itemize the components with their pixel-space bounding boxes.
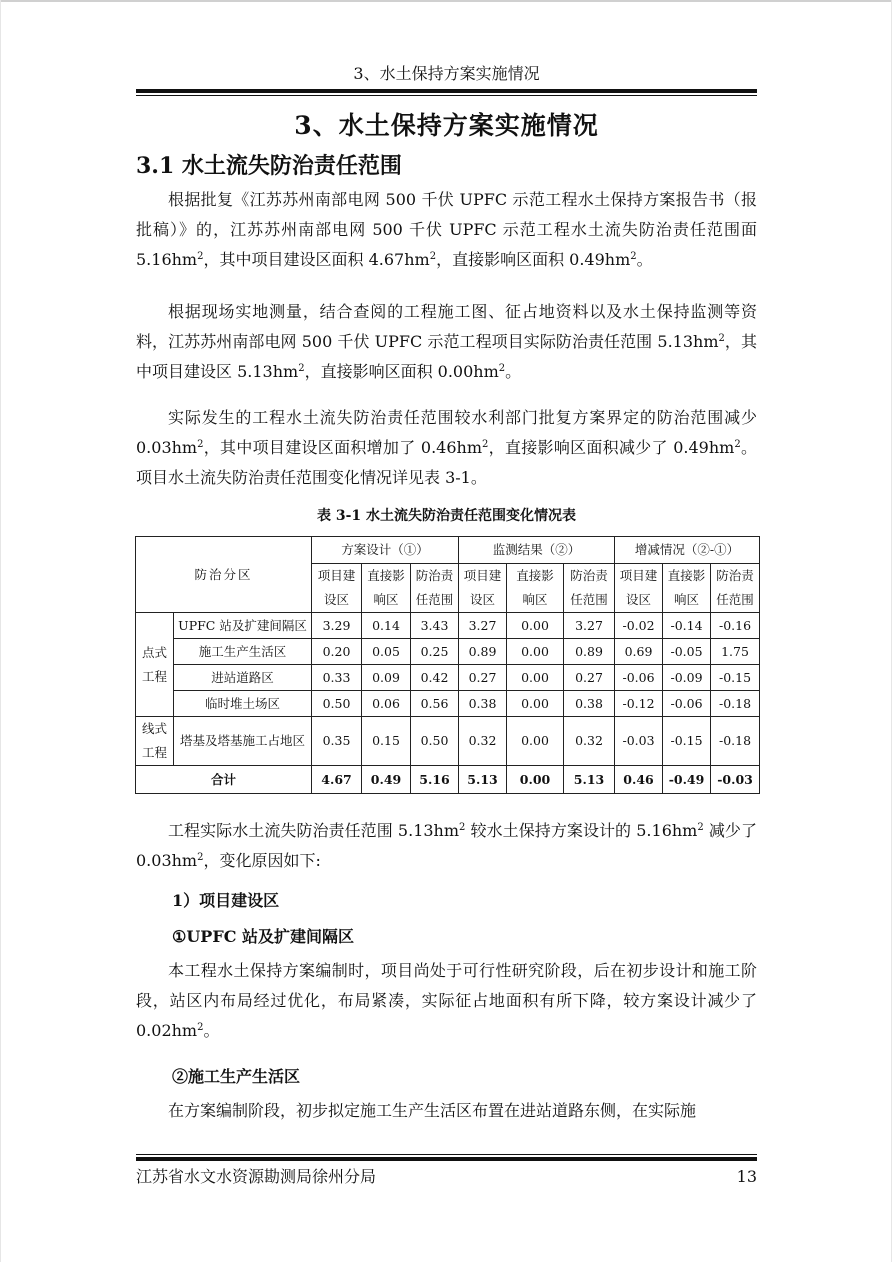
table-cell: -0.05 bbox=[663, 639, 711, 665]
table-cell: 0.27 bbox=[564, 665, 615, 691]
table-cell: 0.00 bbox=[507, 665, 564, 691]
subcol-construction: 项目建 设区 bbox=[615, 564, 663, 613]
table-cell: -0.06 bbox=[615, 665, 663, 691]
table-row bbox=[136, 665, 760, 691]
table-cell: -0.16 bbox=[711, 613, 760, 639]
table-cell: 0.09 bbox=[362, 665, 411, 691]
table-cell: 3.29 bbox=[312, 613, 362, 639]
table-cell: 0.00 bbox=[507, 613, 564, 639]
table-cell: -0.15 bbox=[663, 717, 711, 766]
table-cell: 3.43 bbox=[411, 613, 459, 639]
group-header-plan: 方案设计（①） bbox=[312, 537, 459, 564]
row-name: UPFC 站及扩建间隔区 bbox=[174, 613, 312, 639]
running-header: 3、水土保持方案实施情况 bbox=[353, 64, 540, 83]
paragraph-6: 在方案编制阶段，初步拟定施工生产生活区布置在进站道路东侧，在实际施 bbox=[168, 1101, 697, 1120]
total-label: 合计 bbox=[136, 766, 312, 794]
table-cell: 0.00 bbox=[507, 639, 564, 665]
table-cell: 0.32 bbox=[459, 717, 507, 766]
table-cell: 0.35 bbox=[312, 717, 362, 766]
table-cell: 5.13 bbox=[564, 766, 615, 794]
table-cell: 0.50 bbox=[312, 691, 362, 717]
table-cell: -0.49 bbox=[663, 766, 711, 794]
table-cell: 0.89 bbox=[459, 639, 507, 665]
table-cell: 0.89 bbox=[564, 639, 615, 665]
header-rule bbox=[136, 89, 757, 93]
subcol-direct-impact: 直接影 响区 bbox=[362, 564, 411, 613]
paragraph-3: 实际发生的工程水土流失防治责任范围较水利部门批复方案界定的防治范围减少 $0.03hm^2$，其中项目建设区面积增加了 $0.46hm^2$，直接影响区面积减少了 $0.49hm^2$。项目水土流失防治责任范围变化情况详见表 3-1。 bbox=[136, 408, 757, 487]
table-cell: 5.16 bbox=[411, 766, 459, 794]
table-cell: 0.32 bbox=[564, 717, 615, 766]
table-row bbox=[136, 613, 760, 639]
table-cell: 0.00 bbox=[507, 717, 564, 766]
table-row bbox=[136, 639, 760, 665]
table-cell: 4.67 bbox=[312, 766, 362, 794]
table-cell: 0.33 bbox=[312, 665, 362, 691]
table-cell: 0.00 bbox=[507, 766, 564, 794]
table-cell: -0.18 bbox=[711, 717, 760, 766]
row-name: 进站道路区 bbox=[174, 665, 312, 691]
subcol-direct-impact: 直接影 响区 bbox=[507, 564, 564, 613]
table-cell: -0.12 bbox=[615, 691, 663, 717]
paragraph-1: 根据批复《江苏苏州南部电网 500 千伏 UPFC 示范工程水土保持方案报告书（报批稿）》的，江苏苏州南部电网 500 千伏 UPFC 示范工程水土流失防治责任范围面 $5.16hm^2$，其中项目建设区面积 $4.67hm^2$，直接影响区面积 $0.49hm^2$。 bbox=[136, 190, 757, 269]
category-line-project: 线式 工程 bbox=[136, 717, 174, 766]
table-cell: 0.38 bbox=[459, 691, 507, 717]
table-cell: 0.50 bbox=[411, 717, 459, 766]
subcol-construction: 项目建 设区 bbox=[312, 564, 362, 613]
row-name: 临时堆土场区 bbox=[174, 691, 312, 717]
table-cell: -0.02 bbox=[615, 613, 663, 639]
subcol-construction: 项目建 设区 bbox=[459, 564, 507, 613]
footer-rule bbox=[136, 1157, 757, 1161]
paragraph-2: 根据现场实地测量，结合查阅的工程施工图、征占地资料以及水土保持监测等资料，江苏苏州南部电网 500 千伏 UPFC 示范工程项目实际防治责任范围 $5.13hm^2$，其中项目建设区 $5.13hm^2$，直接影响区面积 $0.00hm^2$。 bbox=[136, 302, 757, 381]
category-point-project: 点式 工程 bbox=[136, 613, 174, 717]
paragraph-4: 工程实际水土流失防治责任范围 $5.13hm^2$ 较水土保持方案设计的 $5.16hm^2$ 减少了 $0.03hm^2$，变化原因如下: bbox=[136, 821, 757, 870]
table-cell: 3.27 bbox=[459, 613, 507, 639]
table-cell: -0.03 bbox=[615, 717, 663, 766]
table-cell: 0.00 bbox=[507, 691, 564, 717]
table-row bbox=[136, 691, 760, 717]
footer-organization: 江苏省水文水资源勘测局徐州分局 bbox=[136, 1167, 377, 1186]
subcol-responsibility: 防治责 任范围 bbox=[411, 564, 459, 613]
table-cell: 0.42 bbox=[411, 665, 459, 691]
footer-rule-thin bbox=[136, 1154, 757, 1155]
page-number: 13 bbox=[736, 1167, 757, 1186]
table-cell: -0.15 bbox=[711, 665, 760, 691]
table-cell: 0.25 bbox=[411, 639, 459, 665]
table-cell: 0.14 bbox=[362, 613, 411, 639]
group-header-change: 增减情况（②-①） bbox=[615, 537, 760, 564]
table-cell: -0.03 bbox=[711, 766, 760, 794]
table-cell: 0.38 bbox=[564, 691, 615, 717]
header-rule-thin bbox=[136, 95, 757, 96]
table-row-total bbox=[136, 766, 760, 794]
table-cell: 0.46 bbox=[615, 766, 663, 794]
page-edge-left bbox=[0, 0, 1, 1262]
subcol-direct-impact: 直接影 响区 bbox=[663, 564, 711, 613]
subheading-construction-area: 1）项目建设区 bbox=[172, 891, 280, 910]
table-caption: 表 3-1 水土流失防治责任范围变化情况表 bbox=[316, 508, 577, 524]
table-cell: 0.05 bbox=[362, 639, 411, 665]
table-cell: -0.06 bbox=[663, 691, 711, 717]
table-cell: 0.15 bbox=[362, 717, 411, 766]
table-cell: 0.56 bbox=[411, 691, 459, 717]
table-cell: -0.18 bbox=[711, 691, 760, 717]
row-name: 施工生产生活区 bbox=[174, 639, 312, 665]
table-cell: 0.27 bbox=[459, 665, 507, 691]
section-title: 3.1 水土流失防治责任范围 bbox=[136, 153, 402, 179]
table-cell: 0.69 bbox=[615, 639, 663, 665]
chapter-title: 3、水土保持方案实施情况 bbox=[294, 111, 599, 140]
page-edge-top bbox=[0, 0, 892, 2]
table-cell: 3.27 bbox=[564, 613, 615, 639]
row-name: 塔基及塔基施工占地区 bbox=[174, 717, 312, 766]
table-cell: 0.49 bbox=[362, 766, 411, 794]
table-cell: -0.14 bbox=[663, 613, 711, 639]
paragraph-5: 本工程水土保持方案编制时，项目尚处于可行性研究阶段，后在初步设计和施工阶段，站区内布局经过优化，布局紧凑，实际征占地面积有所下降，较方案设计减少了 $0.02hm^2$。 bbox=[136, 961, 757, 1040]
subheading-upfc-station: ①UPFC 站及扩建间隔区 bbox=[172, 927, 354, 946]
table-cell: -0.09 bbox=[663, 665, 711, 691]
table-cell: 1.75 bbox=[711, 639, 760, 665]
table-cell: 0.20 bbox=[312, 639, 362, 665]
table-cell: 0.06 bbox=[362, 691, 411, 717]
responsibility-table bbox=[135, 536, 760, 794]
table-row bbox=[136, 717, 760, 766]
subcol-responsibility: 防治责 任范围 bbox=[711, 564, 760, 613]
region-header: 防治分区 bbox=[136, 537, 312, 613]
table-cell: 5.13 bbox=[459, 766, 507, 794]
group-header-monitor: 监测结果（②） bbox=[459, 537, 615, 564]
subheading-construction-camp: ②施工生产生活区 bbox=[172, 1067, 301, 1086]
subcol-responsibility: 防治责 任范围 bbox=[564, 564, 615, 613]
